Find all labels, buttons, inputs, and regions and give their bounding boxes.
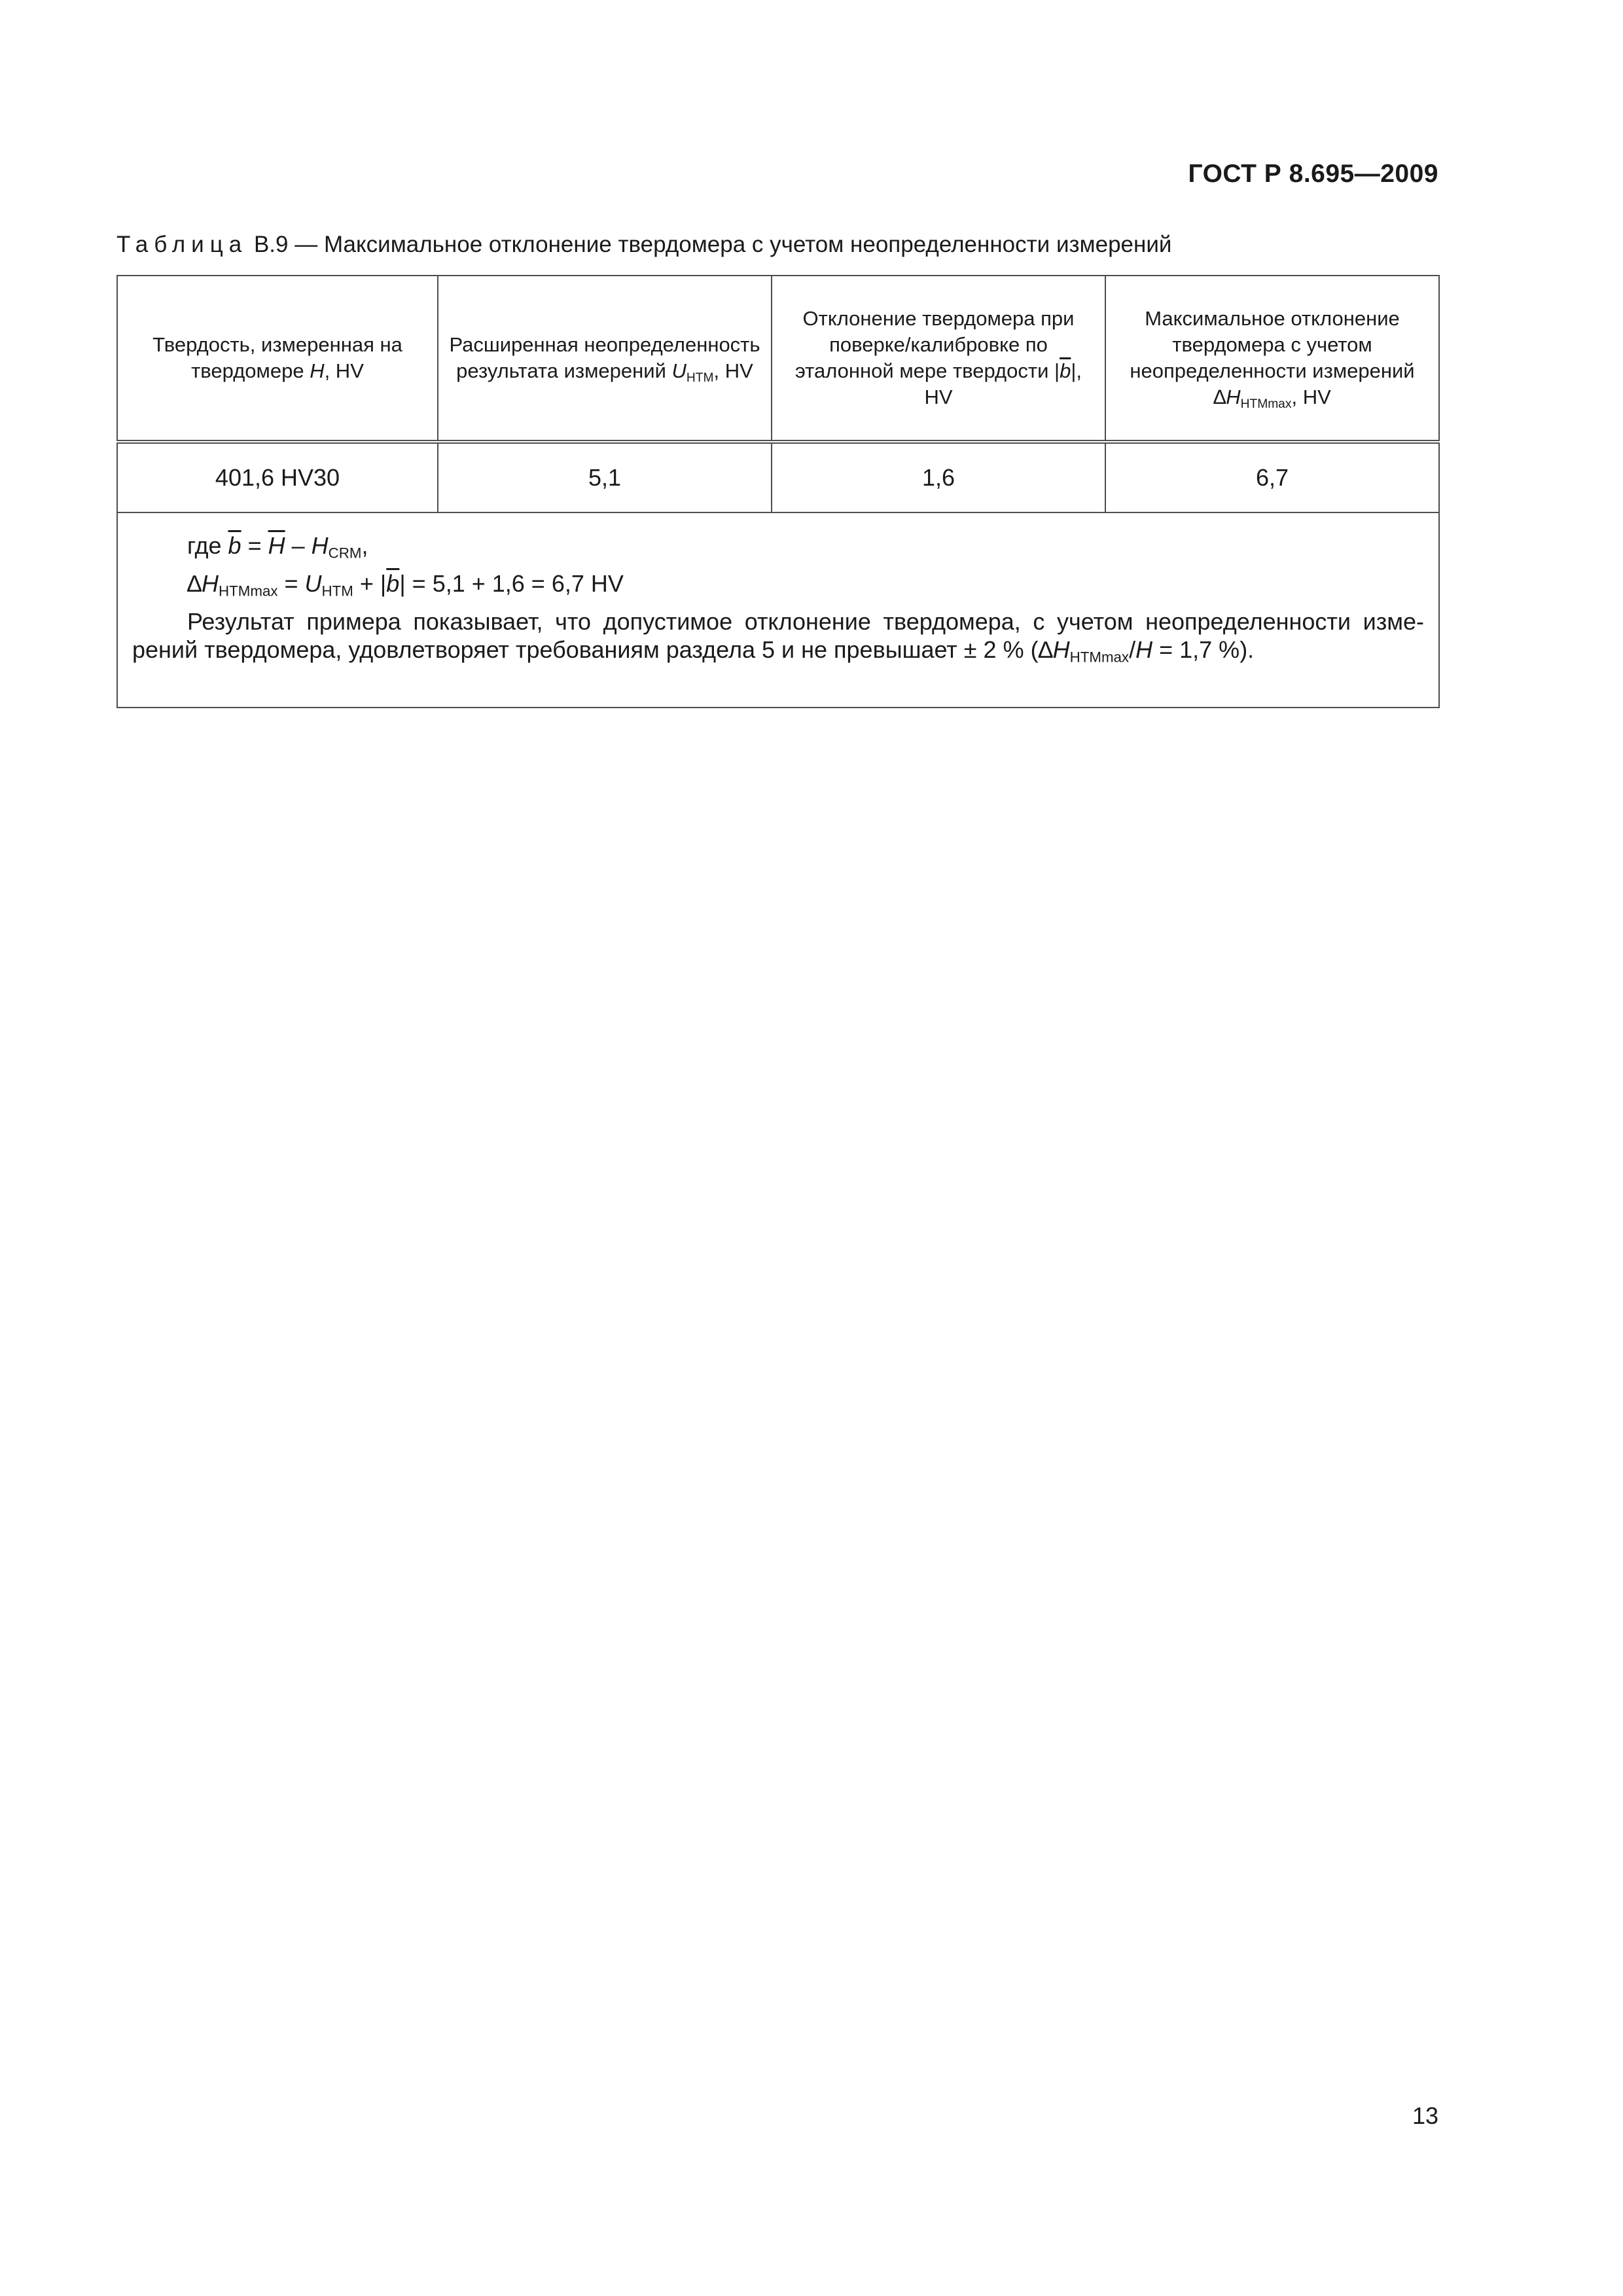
page-number: 13	[1412, 2102, 1438, 2129]
table-note-row	[117, 512, 1439, 708]
header-calibration-deviation: Отклонение твердомера при поверке/калибровке по эталонной мере твердости $|\overline{b}|$, HV	[772, 276, 1105, 442]
formula-max-deviation: $\Delta H_{HTMmax} = U_{HTM} + |\overline{b}| = 5,1 + 1,6 = 6,7$ HV	[187, 570, 624, 600]
deviation-table	[116, 275, 1440, 708]
table-caption	[116, 232, 1171, 258]
cell-max-deviation: 6,7	[1105, 442, 1439, 512]
header-max-deviation: Максимальное отклонение твердомера с учетом неопределенности измерений $\Delta H_{HTMmax}$, HV	[1105, 276, 1439, 442]
table-caption-label: Таблица	[116, 232, 248, 257]
cell-calibration-deviation: 1,6	[772, 442, 1105, 512]
table-note	[117, 512, 1439, 708]
table-row	[117, 442, 1439, 512]
header-measured-hardness: Твердость, измеренная на твердомере H, HV	[117, 276, 438, 442]
table-caption-text: В.9 — Максимальное отклонение твердомера с учетом неопределенности измерений	[247, 232, 1172, 257]
document-id: ГОСТ Р 8.695—2009	[1188, 160, 1438, 188]
header-expanded-uncertainty: Расширенная неопределенность результата измерений $U_{HTM}$, HV	[438, 276, 772, 442]
result-conclusion: Результат примера показывает, что допустимое отклонение твердомера, с учетом неопределенности измерений твердомера, удовлетворяет требованиям раздела 5 и не превышает ± 2 % ($\Delta H_{HTMmax}/H = 1,7$ %).	[132, 608, 1424, 666]
table-header-row	[117, 276, 1439, 442]
formula-bias-definition: где $\overline{b} = \overline{H} - H_{CRM}$,	[187, 532, 368, 562]
cell-measured-hardness: 401,6 HV30	[117, 442, 438, 512]
cell-expanded-uncertainty: 5,1	[438, 442, 772, 512]
